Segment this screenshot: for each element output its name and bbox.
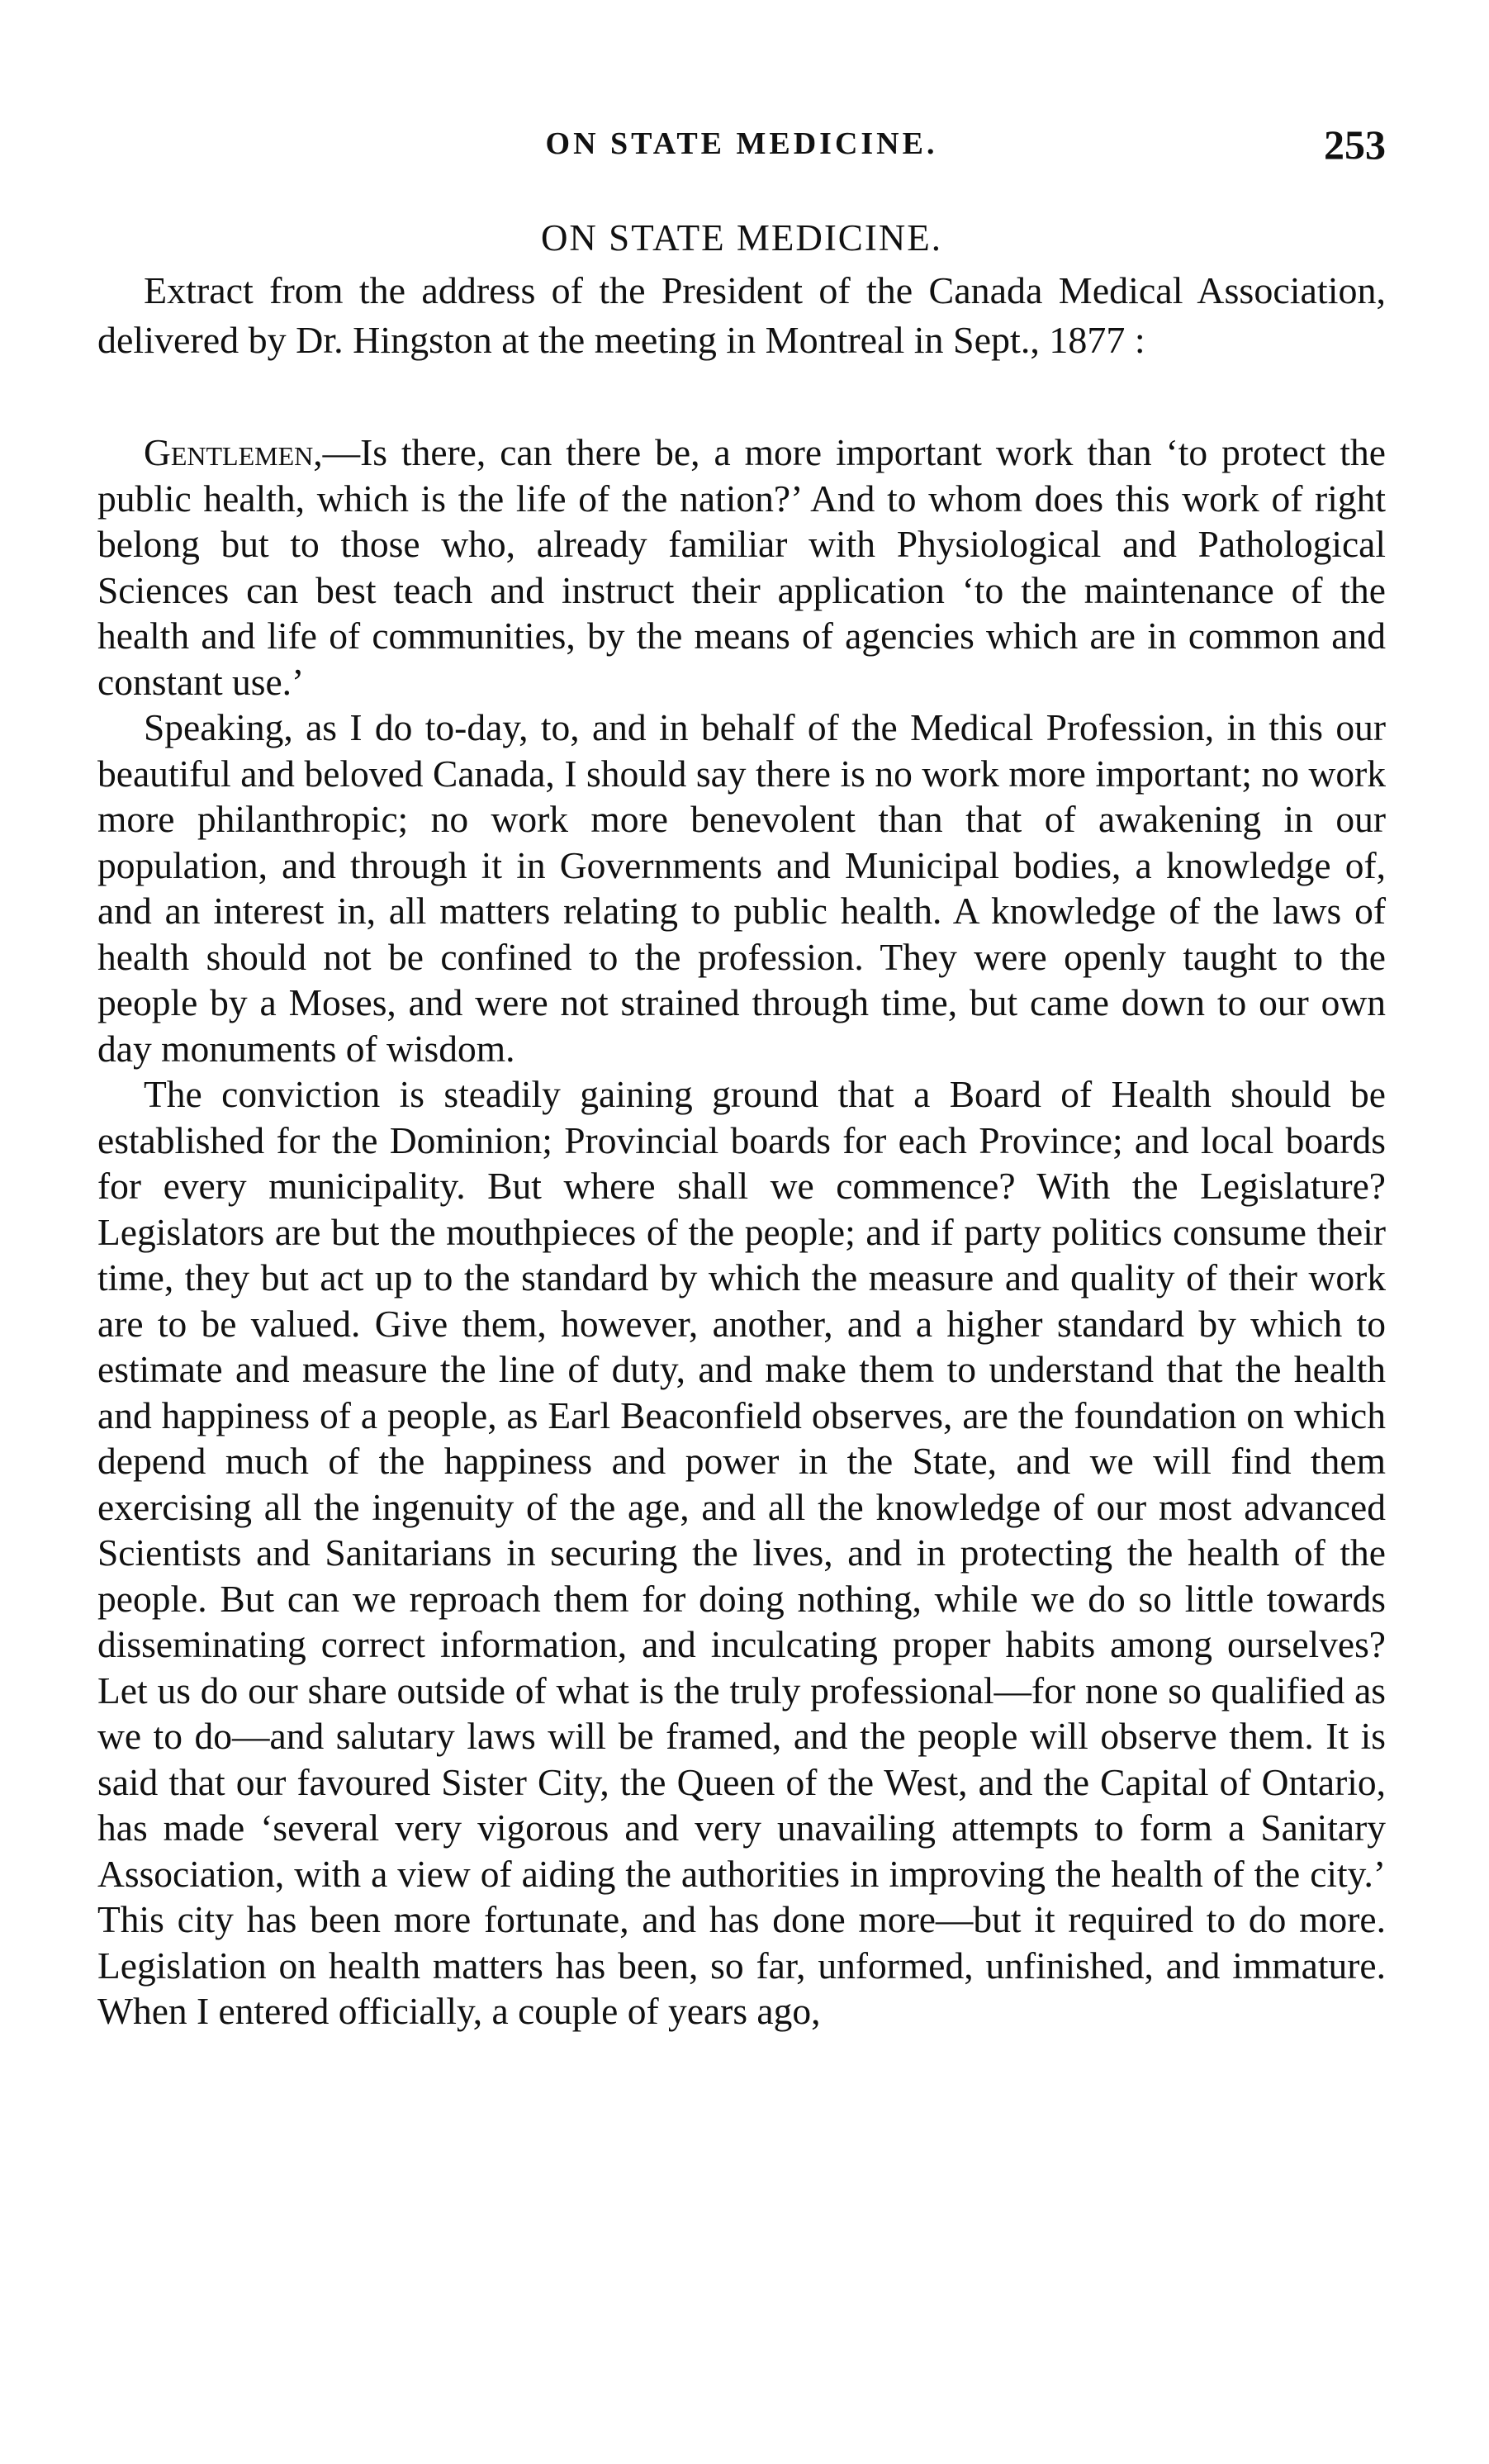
paragraph-1-text: —Is there, can there be, a more important work than ‘to protect the public health, which is the life of the nation?’ And to whom does this work of right belong but to those who, already familiar with Physiological and Pathological Sciences can best teach and instruct their application ‘to the maintenance of the health and life of communities, by the means of agencies which are in common and constant use.’ — [97, 431, 1386, 703]
paragraph-1 — [97, 430, 1386, 705]
salutation: Gentlemen, — [144, 431, 323, 473]
article-body — [97, 430, 1386, 2034]
page-number: 253 — [1324, 121, 1386, 168]
paragraph-2: Speaking, as I do to-day, to, and in behalf of the Medical Profession, in this our beautiful and beloved Canada, I should say there is no work more important; no work more philanthropic; no work more benevolent than that of awakening in our population, and through it in Governments and Municipal bodies, a knowledge of, and an interest in, all matters relating to public health. A knowledge of the laws of health should not be confined to the profession. They were openly taught to the people by a Moses, and were not strained through time, but came down to our own day monuments of wisdom. — [97, 706, 1386, 1070]
running-title: ON STATE MEDICINE. — [545, 126, 938, 161]
running-head — [97, 121, 1386, 175]
paragraph-3: The conviction is steadily gaining ground that a Board of Health should be established for the Dominion; Provincial boards for each Province; and local boards for every municipality. But where shall we commence? With the Legislature? Legislators are but the mouthpieces of the people; and if party politics consume their time, they but act up to the standard by which the measure and quality of their work are to be valued. Give them, however, another, and a higher standard by which to estimate and measure the line of duty, and make them to understand that the health and happiness of a people, as Earl Beaconfield observes, are the foundation on which depend much of the happiness and power in the State, and we will find them exercising all the ingenuity of the age, and all the knowledge of our most advanced Scientists and Sanitarians in securing the lives, and in protecting the health of the people. But can we reproach them for doing nothing, while we do so little towards disseminating correct information, and inculcating proper habits among ourselves? Let us do our share outside of what is the truly professional—for none so qualified as we to do—and salutary laws will be framed, and the people will observe them. It is said that our favoured Sister City, the Queen of the West, and the Capital of Ontario, has made ‘several very vigorous and very unavailing attempts to form a Sanitary Association, with a view of aiding the authorities in improving the health of the city.’ This city has been more fortunate, and has done more—but it required to do more. Legislation on health matters has been, so far, unformed, unfinished, and immature. When I entered officially, a couple of years ago, — [97, 1073, 1386, 2032]
article-title: ON STATE MEDICINE. — [540, 217, 943, 259]
intro-paragraph: Extract from the address of the President of the Canada Medical Association, delivered by Dr. Hingston at the meeting in Montreal in Sept., 1877 : — [97, 269, 1386, 361]
